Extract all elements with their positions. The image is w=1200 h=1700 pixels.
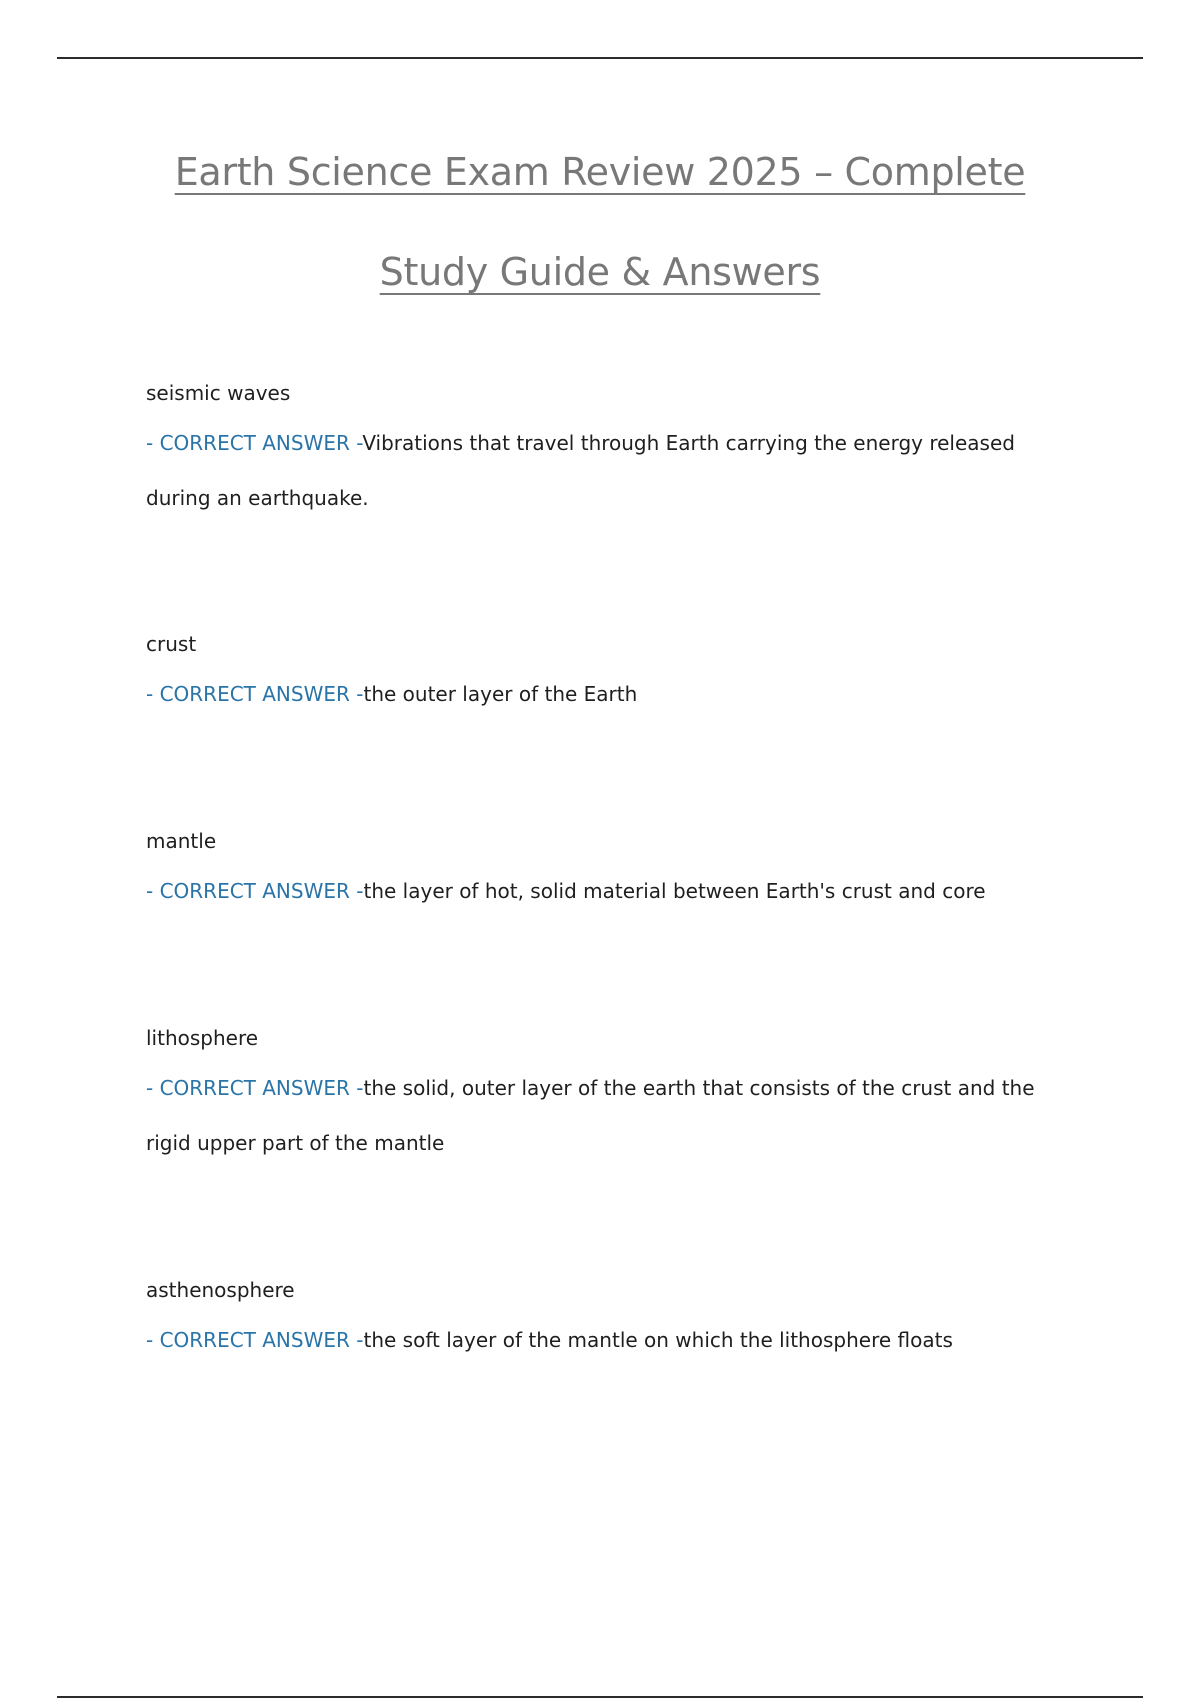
answer-text: the soft layer of the mantle on which the lithosphere floats: [363, 1328, 953, 1352]
correct-answer-tag: - CORRECT ANSWER -: [146, 431, 363, 455]
answer-paragraph: [146, 864, 1076, 919]
answer-text: the outer layer of the Earth: [363, 682, 638, 706]
answer-text: the solid, outer layer of the earth that consists of the crust and the rigid upper part of the mantle: [146, 1076, 1035, 1155]
qa-entry-asthenosphere: [146, 1278, 1076, 1383]
term-text: crust: [146, 632, 197, 656]
term-text: lithosphere: [146, 1026, 259, 1050]
correct-answer-tag: - CORRECT ANSWER -: [146, 1076, 364, 1100]
qa-entry-mantle: [146, 829, 1076, 934]
correct-answer-tag: - CORRECT ANSWER -: [146, 879, 364, 903]
answer-paragraph: [146, 667, 1076, 722]
header-rule: [57, 57, 1143, 59]
answer-paragraph: [146, 1313, 1076, 1368]
footer-rule: [57, 1696, 1143, 1698]
answer-text: the layer of hot, solid material between Earth's crust and core: [363, 879, 986, 903]
term-text: seismic waves: [146, 381, 291, 405]
qa-entry-lithosphere: [146, 1026, 1076, 1186]
document-title-line-1: Earth Science Exam Review 2025 – Complete: [174, 150, 1026, 194]
term-text: asthenosphere: [146, 1278, 295, 1302]
answer-paragraph: [146, 416, 1076, 526]
qa-entry-crust: [146, 632, 1076, 737]
qa-entry-seismic-waves: [146, 381, 1076, 541]
correct-answer-tag: - CORRECT ANSWER -: [146, 682, 364, 706]
answer-text: Vibrations that travel through Earth carrying the energy released during an earthquake.: [146, 431, 1015, 510]
document-title-line-2: Study Guide & Answers: [379, 250, 821, 294]
answer-paragraph: [146, 1061, 1076, 1171]
term-text: mantle: [146, 829, 217, 853]
correct-answer-tag: - CORRECT ANSWER -: [146, 1328, 364, 1352]
